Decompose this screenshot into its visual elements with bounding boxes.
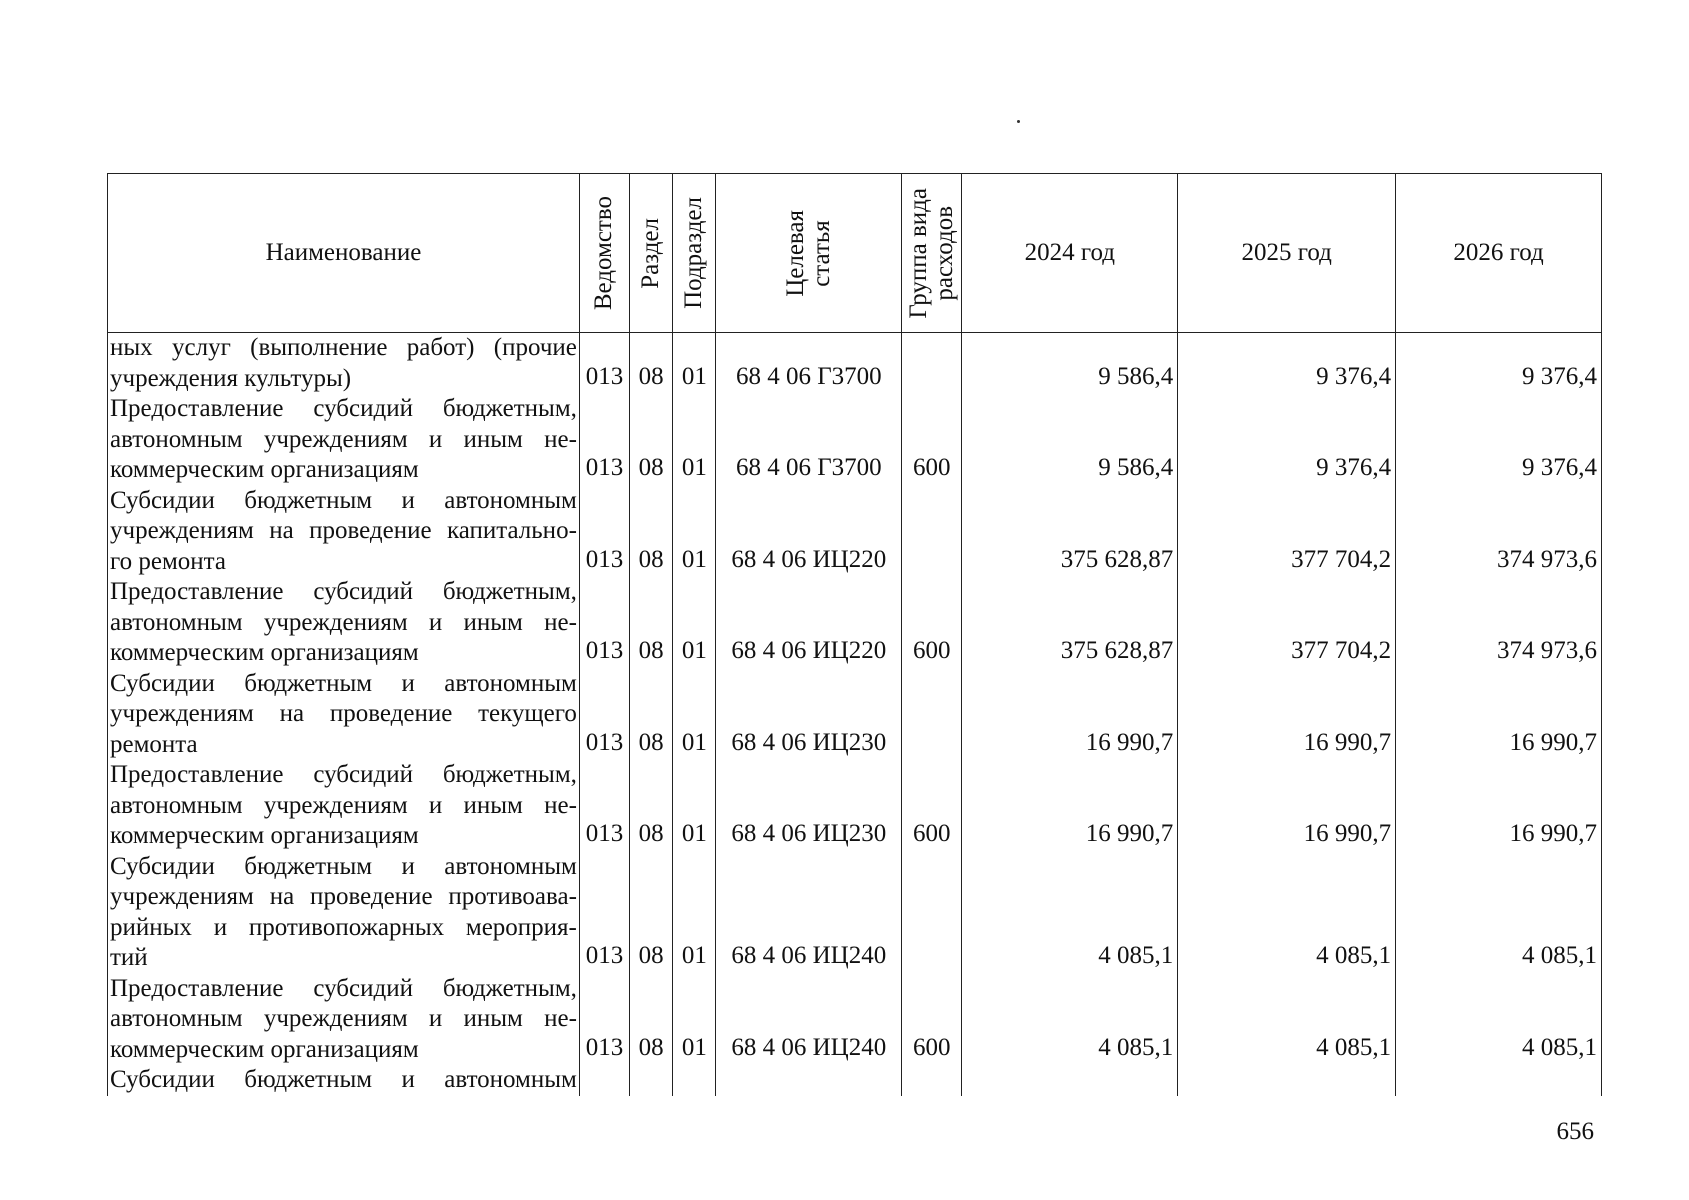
- row-y2026: 374 973,6: [1396, 486, 1602, 578]
- row-name: Предоставление субсидий бюджетным, автономным учреждениям и иным не- коммерческим организациям: [108, 577, 580, 669]
- row-y2025: 4 085,1: [1178, 852, 1396, 974]
- row-y2024: 9 586,4: [962, 394, 1178, 486]
- row-gruppa: 600: [902, 394, 962, 486]
- header-2024: 2024 год: [962, 174, 1178, 333]
- row-name: Субсидии бюджетным и автономным учреждениям на проведение текущего ремонта: [108, 669, 580, 761]
- row-razdel: 08: [630, 333, 673, 395]
- row-ved: 013: [579, 333, 629, 395]
- row-y2025: 9 376,4: [1178, 394, 1396, 486]
- row-celevaya: 68 4 06 ИЦ220: [716, 577, 902, 669]
- row-y2025: 4 085,1: [1178, 974, 1396, 1066]
- row-y2024: 16 990,7: [962, 669, 1178, 761]
- table-header: [108, 174, 1602, 333]
- row-empty-cell: [630, 1065, 673, 1096]
- row-podrazdel: 01: [673, 669, 716, 761]
- header-razdel: Раздел: [630, 174, 673, 333]
- row-razdel: 08: [630, 760, 673, 852]
- row-empty-cell: [1396, 1065, 1602, 1096]
- row-podrazdel: 01: [673, 486, 716, 578]
- row-y2026: 9 376,4: [1396, 394, 1602, 486]
- row-gruppa: 600: [902, 577, 962, 669]
- row-y2024: 9 586,4: [962, 333, 1178, 395]
- table-row: [108, 486, 1602, 578]
- row-ved: 013: [579, 760, 629, 852]
- row-ved: 013: [579, 394, 629, 486]
- row-razdel: 08: [630, 486, 673, 578]
- row-celevaya: 68 4 06 ИЦ240: [716, 974, 902, 1066]
- row-ved: 013: [579, 974, 629, 1066]
- row-y2026: 4 085,1: [1396, 852, 1602, 974]
- row-empty-cell: [962, 1065, 1178, 1096]
- row-y2024: 16 990,7: [962, 760, 1178, 852]
- row-ved: 013: [579, 486, 629, 578]
- header-vedomstvo: Ведомство: [579, 174, 629, 333]
- table-row: [108, 974, 1602, 1066]
- row-celevaya: 68 4 06 ИЦ240: [716, 852, 902, 974]
- row-y2025: 16 990,7: [1178, 669, 1396, 761]
- row-y2025: 9 376,4: [1178, 333, 1396, 395]
- row-razdel: 08: [630, 852, 673, 974]
- row-name: Предоставление субсидий бюджетным, автономным учреждениям и иным не- коммерческим организациям: [108, 760, 580, 852]
- row-gruppa: [902, 852, 962, 974]
- row-y2026: 374 973,6: [1396, 577, 1602, 669]
- row-name: Субсидии бюджетным и автономным учреждениям на проведение капитально- го ремонта: [108, 486, 580, 578]
- page-number: 656: [1556, 1118, 1594, 1145]
- row-razdel: 08: [630, 577, 673, 669]
- table-row: [108, 577, 1602, 669]
- scan-speck: [1017, 120, 1020, 123]
- row-y2025: 16 990,7: [1178, 760, 1396, 852]
- table-row: [108, 394, 1602, 486]
- row-podrazdel: 01: [673, 974, 716, 1066]
- row-gruppa: 600: [902, 760, 962, 852]
- row-empty-cell: [902, 1065, 962, 1096]
- row-name: Предоставление субсидий бюджетным, автономным учреждениям и иным не- коммерческим организациям: [108, 394, 580, 486]
- row-y2026: 16 990,7: [1396, 669, 1602, 761]
- row-y2024: 4 085,1: [962, 974, 1178, 1066]
- header-2026: 2026 год: [1396, 174, 1602, 333]
- row-celevaya: 68 4 06 ИЦ220: [716, 486, 902, 578]
- table-row: [108, 333, 1602, 395]
- row-name: Субсидии бюджетным и автономным: [108, 1065, 580, 1096]
- row-empty-cell: [673, 1065, 716, 1096]
- row-podrazdel: 01: [673, 852, 716, 974]
- table-row: [108, 760, 1602, 852]
- row-y2026: 16 990,7: [1396, 760, 1602, 852]
- budget-table: [107, 173, 1602, 1096]
- row-y2025: 377 704,2: [1178, 577, 1396, 669]
- row-razdel: 08: [630, 669, 673, 761]
- row-y2024: 375 628,87: [962, 577, 1178, 669]
- table-row: [108, 1065, 1602, 1096]
- row-gruppa: [902, 669, 962, 761]
- row-podrazdel: 01: [673, 394, 716, 486]
- row-celevaya: 68 4 06 Г3700: [716, 394, 902, 486]
- header-2025: 2025 год: [1178, 174, 1396, 333]
- row-podrazdel: 01: [673, 577, 716, 669]
- row-podrazdel: 01: [673, 760, 716, 852]
- row-y2026: 4 085,1: [1396, 974, 1602, 1066]
- row-y2024: 4 085,1: [962, 852, 1178, 974]
- header-name: Наименование: [108, 174, 580, 333]
- table-body: [108, 333, 1602, 1096]
- row-empty-cell: [579, 1065, 629, 1096]
- row-gruppa: [902, 333, 962, 395]
- table-row: [108, 669, 1602, 761]
- row-empty-cell: [716, 1065, 902, 1096]
- row-celevaya: 68 4 06 ИЦ230: [716, 669, 902, 761]
- row-ved: 013: [579, 852, 629, 974]
- row-name: ных услуг (выполнение работ) (прочие учреждения культуры): [108, 333, 580, 395]
- header-podrazdel: Подраздел: [673, 174, 716, 333]
- table-row: [108, 852, 1602, 974]
- row-ved: 013: [579, 669, 629, 761]
- row-gruppa: 600: [902, 974, 962, 1066]
- header-celevaya: Целевая статья: [716, 174, 902, 333]
- row-name: Предоставление субсидий бюджетным, автономным учреждениям и иным не- коммерческим организациям: [108, 974, 580, 1066]
- row-celevaya: 68 4 06 ИЦ230: [716, 760, 902, 852]
- row-celevaya: 68 4 06 Г3700: [716, 333, 902, 395]
- row-razdel: 08: [630, 394, 673, 486]
- row-razdel: 08: [630, 974, 673, 1066]
- row-name: Субсидии бюджетным и автономным учреждениям на проведение противоава- рийных и противопожарных мероприя- тий: [108, 852, 580, 974]
- row-y2025: 377 704,2: [1178, 486, 1396, 578]
- row-empty-cell: [1178, 1065, 1396, 1096]
- row-podrazdel: 01: [673, 333, 716, 395]
- row-y2026: 9 376,4: [1396, 333, 1602, 395]
- row-ved: 013: [579, 577, 629, 669]
- row-y2024: 375 628,87: [962, 486, 1178, 578]
- row-gruppa: [902, 486, 962, 578]
- header-gruppa: Группа вида расходов: [902, 174, 962, 333]
